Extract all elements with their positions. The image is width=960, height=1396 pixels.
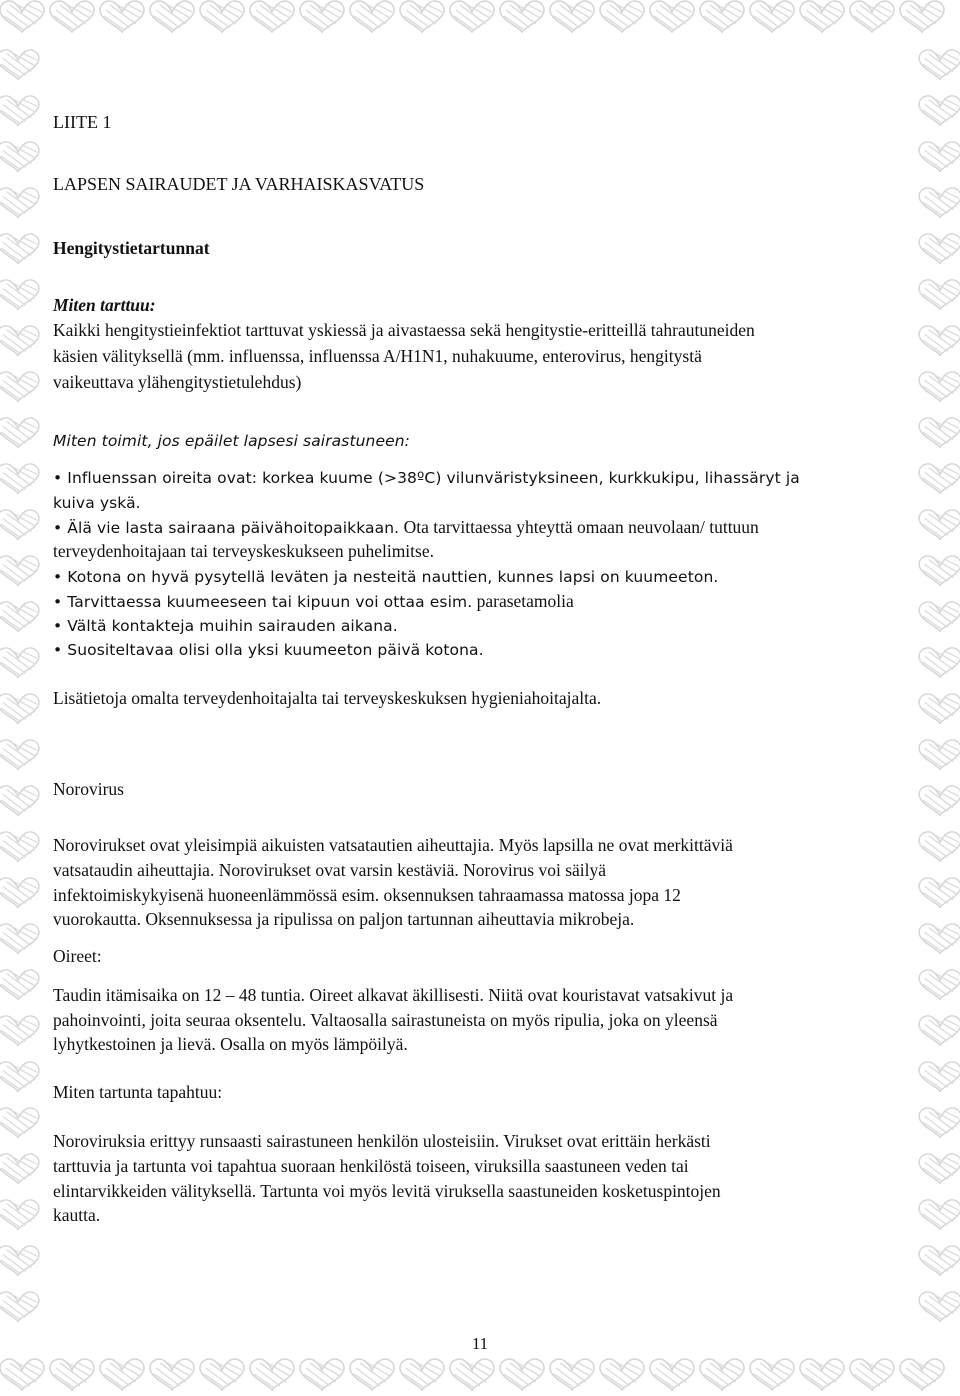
- norovirus-intro-line: vatsataudin aiheuttajia. Norovirukset ovat varsin kestäviä. Norovirus voi säilyä: [53, 860, 607, 880]
- transmission-label: Miten tartunta tapahtuu:: [53, 1082, 223, 1102]
- symptoms-line: Taudin itämisaika on 12 – 48 tuntia. Oireet alkavat äkillisesti. Niitä ovat kouristavat vatsakivut ja: [53, 985, 734, 1005]
- symptoms-line: pahoinvointi, joita seuraa oksentelu. Valtaosalla sairastuneista on myös ripulia, joka on yleensä: [53, 1010, 718, 1030]
- appendix-title: LIITE 1: [53, 112, 112, 132]
- bullet-item-part: Ota tarvittaessa yhteyttä omaan neuvolaan/ tuttuun: [399, 517, 759, 537]
- how-spread-label: Miten tarttuu:: [53, 295, 156, 315]
- section-heading-norovirus: Norovirus: [53, 779, 124, 799]
- bullet-item-part: parasetamolia: [472, 591, 574, 611]
- bullet-item: [53, 515, 759, 540]
- what-to-do-label: Miten toimit, jos epäilet lapsesi sairastuneen:: [53, 432, 410, 450]
- bullet-item: • Influenssan oireita ovat: korkea kuume (>38ºC) vilunväristyksineen, kurkkukipu, lihassäryt ja: [53, 469, 800, 487]
- bullet-item: [53, 589, 574, 614]
- bullet-item-continuation: terveydenhoitajaan tai terveyskeskukseen puhelimitse.: [53, 541, 434, 561]
- bullet-item-continuation: kuiva yskä.: [53, 494, 141, 512]
- bullet-item-part: • Älä vie lasta sairaana päivähoitopaikkaan.: [53, 519, 400, 537]
- transmission-line: kautta.: [53, 1205, 101, 1225]
- bullet-item-part: • Tarvittaessa kuumeeseen tai kipuun voi ottaa esim.: [53, 593, 473, 611]
- symptoms-line: lyhytkestoinen ja lievä. Osalla on myös lämpöilyä.: [53, 1034, 408, 1054]
- bullet-item: • Suositeltavaa olisi olla yksi kuumeeton päivä kotona.: [53, 641, 484, 659]
- page-number: 11: [471, 1334, 489, 1353]
- transmission-line: elintarvikkeiden välityksellä. Tartunta voi myös levitä viruksella saastuneiden kosketuspintojen: [53, 1181, 721, 1201]
- transmission-line: Noroviruksia erittyy runsaasti sairastuneen henkilön ulosteisiin. Virukset ovat erittäin herkästi: [53, 1131, 711, 1151]
- norovirus-intro-line: Norovirukset ovat yleisimpiä aikuisten vatsatautien aiheuttajia. Myös lapsilla ne ovat merkittäviä: [53, 835, 733, 855]
- document-title: LAPSEN SAIRAUDET JA VARHAISKASVATUS: [53, 174, 425, 194]
- bullet-item: • Kotona on hyvä pysytellä leväten ja nesteitä nauttien, kunnes lapsi on kuumeeton.: [53, 568, 719, 586]
- bullet-item: • Vältä kontakteja muihin sairauden aikana.: [53, 617, 398, 635]
- more-info-text: Lisätietoja omalta terveydenhoitajalta tai terveyskeskuksen hygieniahoitajalta.: [53, 688, 602, 708]
- how-spread-line: Kaikki hengitystieinfektiot tarttuvat yskiessä ja aivastaessa sekä hengitystie-eritteillä tahrautuneiden: [53, 320, 755, 340]
- section-heading-respiratory: Hengitystietartunnat: [53, 238, 210, 258]
- symptoms-label: Oireet:: [53, 946, 102, 966]
- norovirus-intro-line: infektoimiskykyisenä huoneenlämmössä esim. oksennuksen tahraamassa matossa jopa 12: [53, 885, 681, 905]
- norovirus-intro-line: vuorokautta. Oksennuksessa ja ripulissa on paljon tartunnan aiheuttavia mikrobeja.: [53, 909, 635, 929]
- transmission-line: tarttuvia ja tartunta voi tapahtua suoraan henkilöstä toiseen, viruksilla saastuneen veden tai: [53, 1156, 689, 1176]
- how-spread-line: vaikeuttava ylähengitystietulehdus): [53, 372, 302, 392]
- how-spread-line: käsien välityksellä (mm. influenssa, influenssa A/H1N1, nuhakuume, enterovirus, hengitystä: [53, 346, 702, 366]
